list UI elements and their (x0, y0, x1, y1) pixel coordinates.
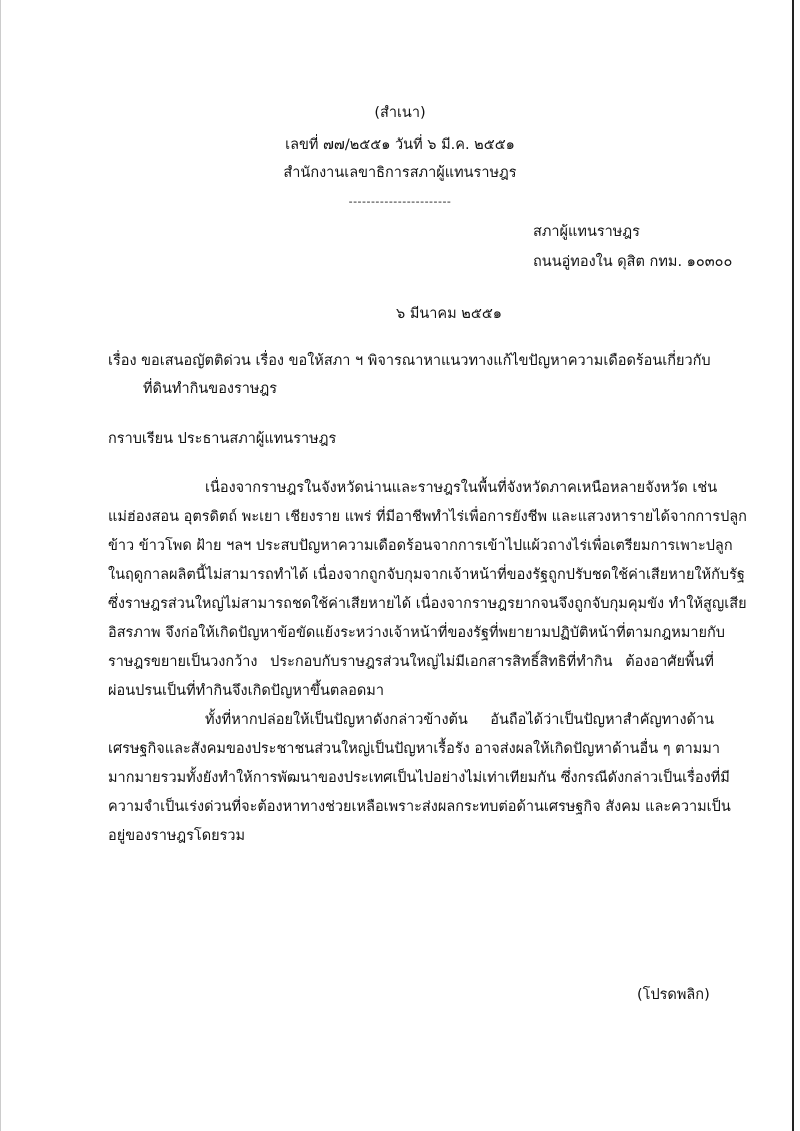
paragraph-2-line: อยู่ของราษฎรโดยรวม (108, 828, 246, 844)
paragraph-1-line: ซึ่งราษฎรส่วนใหญ่ไม่สามารถชดใช้ค่าเสียหายได้ เนื่องจากราษฎรยากจนจึงถูกจับกุมคุมขัง ทำให้สูญเสีย (108, 596, 747, 612)
paragraph-1-line: ข้าว ข้าวโพด ฝ้าย ฯลฯ ประสบปัญหาความเดือดร้อนจากการเข้าไปแผ้วถางไร่เพื่อเตรียมการเพาะปลูก (108, 538, 733, 554)
letter-date: ๖ มีนาคม ๒๕๕๑ (396, 306, 503, 322)
paragraph-2-line: ความจำเป็นเร่งด่วนที่จะต้องหาทางช่วยเหลือเพราะส่งผลกระทบต่อด้านเศรษฐกิจ สังคม และความเป็น (108, 799, 731, 815)
paragraph-1-line: ราษฎรขยายเป็นวงกว้าง ประกอบกับราษฎรส่วนใหญ่ไม่มีเอกสารสิทธิ์สิทธิที่ทำกิน ต้องอาศัยพื้นที่ (108, 654, 714, 670)
paragraph-2-line: เศรษฐกิจและสังคมของประชาชนส่วนใหญ่เป็นปัญหาเรื้อรัง อาจส่งผลให้เกิดปัญหาด้านอื่น ๆ ตามมา (108, 741, 720, 757)
paragraph-1-line: ผ่อนปรนเป็นที่ทำกินจึงเกิดปัญหาขึ้นตลอดมา (108, 683, 384, 699)
header-divider: ----------------------- (348, 195, 452, 208)
office-name: สำนักงานเลขาธิการสภาผู้แทนราษฎร (283, 165, 517, 181)
reference-line: เลขที่ ๗๗/๒๕๕๑ วันที่ ๖ มี.ค. ๒๕๕๑ (285, 137, 515, 153)
paragraph-1-line: แม่ฮ่องสอน อุตรดิตถ์ พะเยา เชียงราย แพร่ ที่มีอาชีพทำไร่เพื่อการยังชีพ และแสวงหารายได้จากการปลูก (108, 509, 747, 525)
address-line-2: ถนนอู่ทองใน ดุสิต กทม. ๑๐๓๐๐ (533, 254, 733, 270)
paragraph-1-line: ในฤดูกาลผลิตนี้ไม่สามารถทำได้ เนื่องจากถูกจับกุมจากเจ้าหน้าที่ของรัฐถูกปรับชดใช้ค่าเสียหายให้กับรัฐ (108, 567, 745, 583)
salutation: กราบเรียน ประธานสภาผู้แทนราษฎร (108, 431, 337, 447)
subject-line-1: เรื่อง ขอเสนอญัตติด่วน เรื่อง ขอให้สภา ฯ พิจารณาหาแนวทางแก้ไขปัญหาความเดือดร้อนเกี่ยวกับ (108, 353, 711, 369)
copy-mark: (สำเนา) (374, 105, 426, 121)
paragraph-1-line: อิสรภาพ จึงก่อให้เกิดปัญหาข้อขัดแย้งระหว่างเจ้าหน้าที่ของรัฐที่พยายามปฏิบัติหน้าที่ตามกฎหมายกับ (108, 625, 726, 641)
paragraph-2-line: มากมายรวมทั้งยังทำให้การพัฒนาของประเทศเป็นไปอย่างไม่เท่าเทียมกัน ซึ่งกรณีดังกล่าวเป็นเรื่องที่มี (108, 770, 730, 786)
paragraph-2-line: ทั้งที่หากปล่อยให้เป็นปัญหาดังกล่าวข้างต้น อันถือได้ว่าเป็นปัญหาสำคัญทางด้าน (205, 712, 714, 728)
subject-line-2: ที่ดินทำกินของราษฎร (143, 381, 277, 397)
turn-over-note: (โปรดพลิก) (637, 987, 710, 1003)
paragraph-1-line: เนื่องจากราษฎรในจังหวัดน่านและราษฎรในพื้นที่จังหวัดภาคเหนือหลายจังหวัด เช่น (205, 480, 718, 496)
address-line-1: สภาผู้แทนราษฎร (533, 224, 640, 240)
